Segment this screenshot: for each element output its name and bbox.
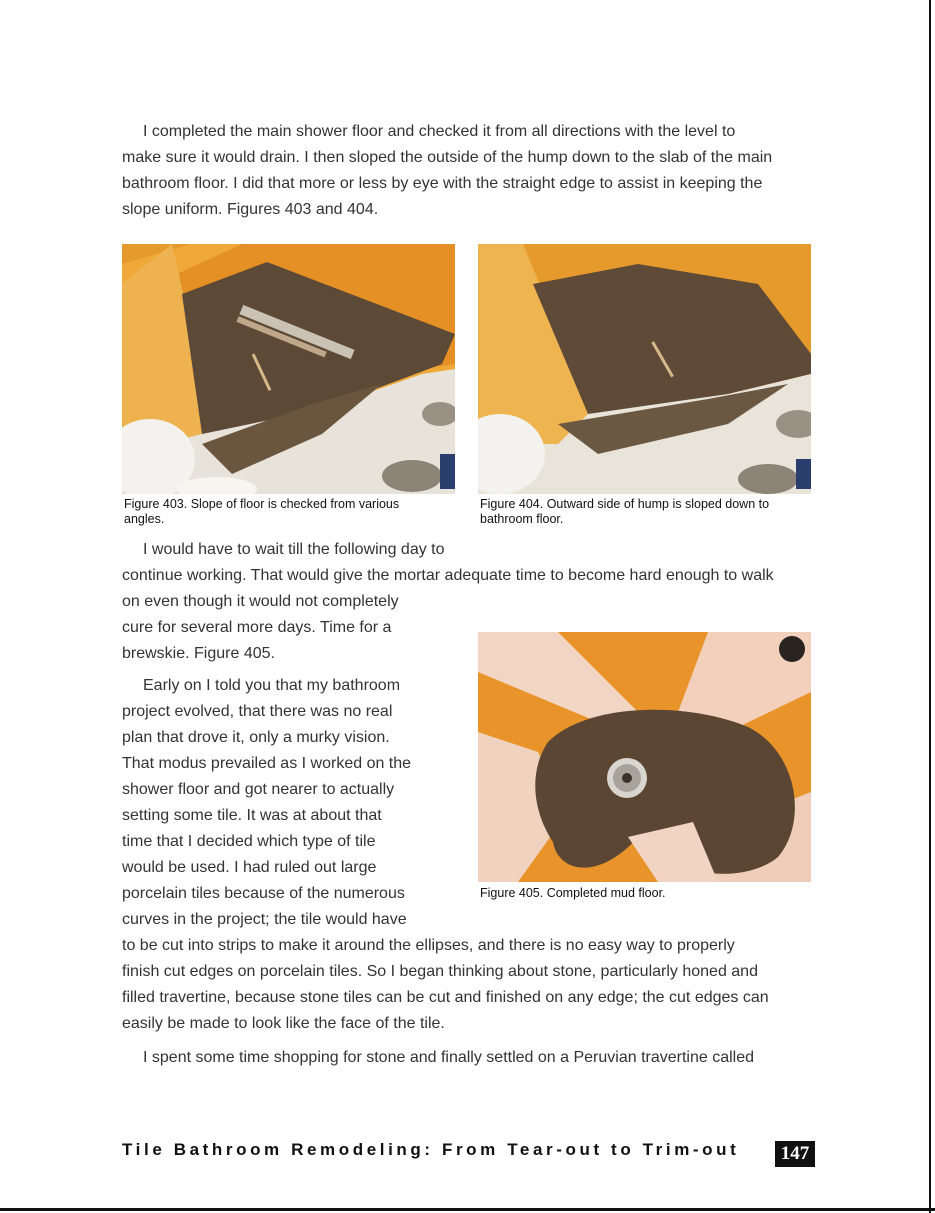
- page-edge-right: [929, 0, 931, 1213]
- text-line: I would have to wait till the following day to: [143, 541, 445, 558]
- figure-404-caption: [480, 497, 769, 527]
- text-line: project evolved, that there was no real: [122, 703, 393, 720]
- text-line: That modus prevailed as I worked on the: [122, 755, 412, 772]
- text-line: shower floor and got nearer to actually: [122, 781, 395, 798]
- text-line: to be cut into strips to make it around the ellipses, and there is no easy way to properly: [122, 937, 735, 954]
- paragraph-3: [122, 673, 812, 1037]
- text-line: cure for several more days. Time for a: [122, 619, 392, 636]
- text-line: finish cut edges on porcelain tiles. So I began thinking about stone, particularly honed and: [122, 963, 758, 980]
- figure-404-photo: [478, 244, 811, 494]
- text-line: easily be made to look like the face of the tile.: [122, 1015, 445, 1032]
- text-line: time that I decided which type of tile: [122, 833, 376, 850]
- text-line: Early on I told you that my bathroom: [143, 677, 401, 694]
- caption-line: Figure 404. Outward side of hump is sloped down to: [480, 497, 770, 511]
- text-line: bathroom floor. I did that more or less by eye with the straight edge to assist in keeping the: [122, 175, 763, 192]
- running-footer-title: Tile Bathroom Remodeling: From Tear-out to Trim-out: [122, 1140, 740, 1159]
- caption-line: Figure 403. Slope of floor is checked from various: [124, 497, 400, 511]
- figure-403-caption: [124, 497, 399, 527]
- text-line: filled travertine, because stone tiles can be cut and finished on any edge; the cut edges can: [122, 989, 769, 1006]
- text-line: plan that drove it, only a murky vision.: [122, 729, 390, 746]
- paragraph-4: [122, 1045, 812, 1071]
- text-line: on even though it would not completely: [122, 593, 399, 610]
- text-line: would be used. I had ruled out large: [122, 859, 377, 876]
- text-line: brewskie. Figure 405.: [122, 645, 275, 662]
- text-line: porcelain tiles because of the numerous: [122, 885, 405, 902]
- text-line: continue working. That would give the mortar adequate time to become hard enough to walk: [122, 567, 774, 584]
- text-line: slope uniform. Figures 403 and 404.: [122, 201, 379, 218]
- text-line: curves in the project; the tile would have: [122, 911, 407, 928]
- caption-line: Figure 405. Completed mud floor.: [480, 886, 666, 900]
- text-line: I spent some time shopping for stone and finally settled on a Peruvian travertine called: [143, 1049, 755, 1066]
- page-number: 147: [775, 1141, 815, 1167]
- caption-line: angles.: [124, 512, 165, 526]
- text-line: setting some tile. It was at about that: [122, 807, 382, 824]
- paragraph-1: [122, 119, 812, 223]
- text-line: make sure it would drain. I then sloped the outside of the hump down to the slab of the main: [122, 149, 773, 166]
- figure-403-photo: [122, 244, 455, 494]
- page-edge-bottom: [0, 1208, 935, 1211]
- caption-line: bathroom floor.: [480, 512, 564, 526]
- text-line: I completed the main shower floor and checked it from all directions with the level to: [143, 123, 736, 140]
